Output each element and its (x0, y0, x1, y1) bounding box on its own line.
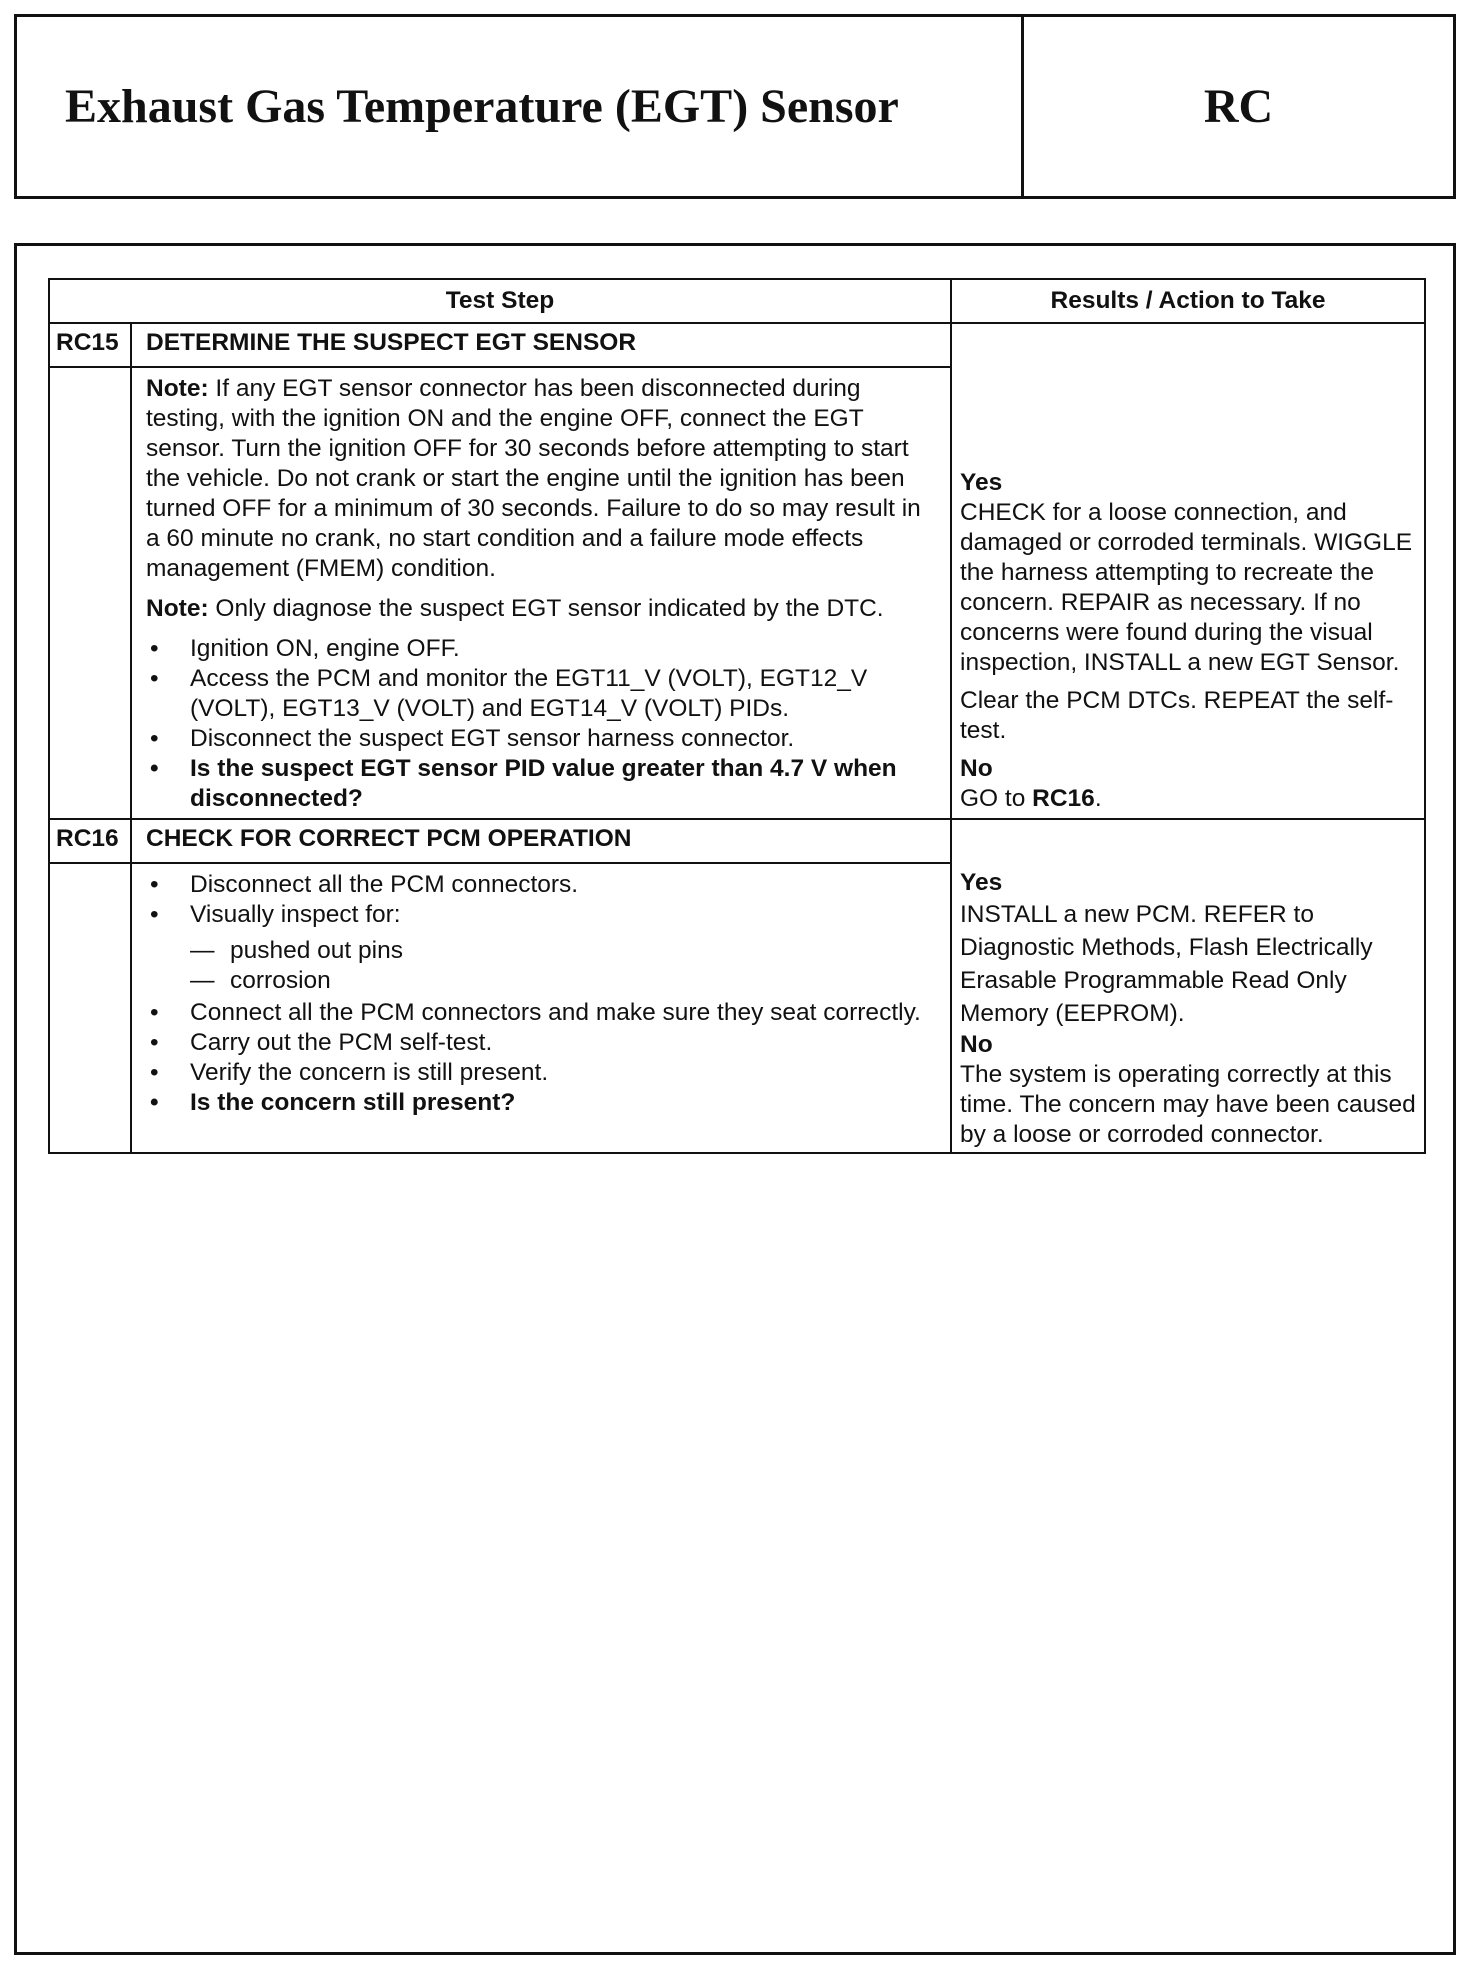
yes-text-rc16: INSTALL a new PCM. REFER to Diagnostic Methods, Flash Electrically Erasable Programmable Read Only Memory (EEPROM). (960, 901, 1373, 1027)
list-item: • Access the PCM and monitor the EGT11_V (VOLT), EGT12_V (VOLT), EGT13_V (VOLT) and EGT14_V (VOLT) PIDs. (146, 664, 936, 724)
step-id-spacer (49, 863, 131, 1153)
col-header-test-step: Test Step (49, 279, 951, 323)
question-rc15: • Is the suspect EGT sensor PID value greater than 4.7 V when disconnected? (146, 754, 936, 814)
bullet-list-rc16 (146, 870, 936, 930)
step-title-rc15: DETERMINE THE SUSPECT EGT SENSOR (131, 323, 951, 367)
results-rc15 (951, 323, 1425, 819)
step-row-rc15-title (49, 323, 1425, 367)
step-id-rc15: RC15 (49, 323, 131, 367)
bullet-list-rc15 (146, 634, 936, 814)
note-label: Note: (146, 595, 209, 622)
header-box (14, 14, 1456, 199)
table-header-row (49, 279, 1425, 323)
yes-text2-rc15: Clear the PCM DTCs. REPEAT the self-test. (960, 687, 1394, 744)
list-item: • Ignition ON, engine OFF. (146, 634, 936, 664)
note-text: If any EGT sensor connector has been disconnected during testing, with the ignition ON and the engine OFF, connect the EGT sensor. Turn the ignition OFF for 30 seconds before attempting to start the vehicle. Do not crank or start the engine until the ignition has been turned OFF for a minimum of 30 seconds. Failure to do so may result in a 60 minute no crank, no start condition and a failure mode effects management (FMEM) condition. (146, 375, 921, 582)
list-item: • Verify the concern is still present. (146, 1058, 936, 1088)
no-ref-rc16: RC16 (1032, 785, 1095, 812)
test-step-table (48, 278, 1426, 1154)
step-title-rc16: CHECK FOR CORRECT PCM OPERATION (131, 819, 951, 863)
yes-label-rc15: Yes (960, 469, 1003, 496)
note-1 (146, 374, 936, 584)
step-body-rc15 (131, 367, 951, 819)
step-row-rc16-title (49, 819, 1425, 863)
list-item: — pushed out pins (146, 936, 936, 966)
list-item: • Carry out the PCM self-test. (146, 1028, 936, 1058)
no-text-end: . (1094, 785, 1102, 812)
no-text-prefix: GO to (960, 785, 1033, 812)
yes-text-rc15: CHECK for a loose connection, and damaged or corroded terminals. WIGGLE the harness attempting to recreate the concern. REPAIR as necessary. If no concerns were found during the visual inspection, INSTALL a new EGT Sensor. (960, 499, 1413, 676)
dash-list-rc16 (146, 936, 936, 996)
list-item: • Disconnect all the PCM connectors. (146, 870, 936, 900)
step-id-spacer (49, 367, 131, 819)
note-label: Note: (146, 375, 209, 402)
question-rc16: • Is the concern still present? (146, 1088, 936, 1118)
note-text: Only diagnose the suspect EGT sensor indicated by the DTC. (208, 595, 884, 622)
list-item: • Disconnect the suspect EGT sensor harness connector. (146, 724, 936, 754)
step-id-rc16: RC16 (49, 819, 131, 863)
page-title: Exhaust Gas Temperature (EGT) Sensor (17, 17, 1024, 196)
list-item: • Connect all the PCM connectors and make sure they seat correctly. (146, 998, 936, 1028)
list-item: — corrosion (146, 966, 936, 996)
col-header-results: Results / Action to Take (951, 279, 1425, 323)
no-label-rc16: No (960, 1031, 993, 1058)
yes-label-rc16: Yes (960, 869, 1003, 896)
note-2 (146, 594, 936, 624)
no-label-rc15: No (960, 755, 993, 782)
no-text-rc15 (960, 784, 1416, 814)
section-code: RC (1203, 80, 1274, 133)
results-rc16 (951, 819, 1425, 1153)
no-text-rc16: The system is operating correctly at this time. The concern may have been caused by a loose or corroded connector. (960, 1061, 1416, 1148)
list-item: • Visually inspect for: (146, 900, 936, 930)
bullet-list-rc16-b (146, 998, 936, 1118)
step-body-rc16 (131, 863, 951, 1153)
